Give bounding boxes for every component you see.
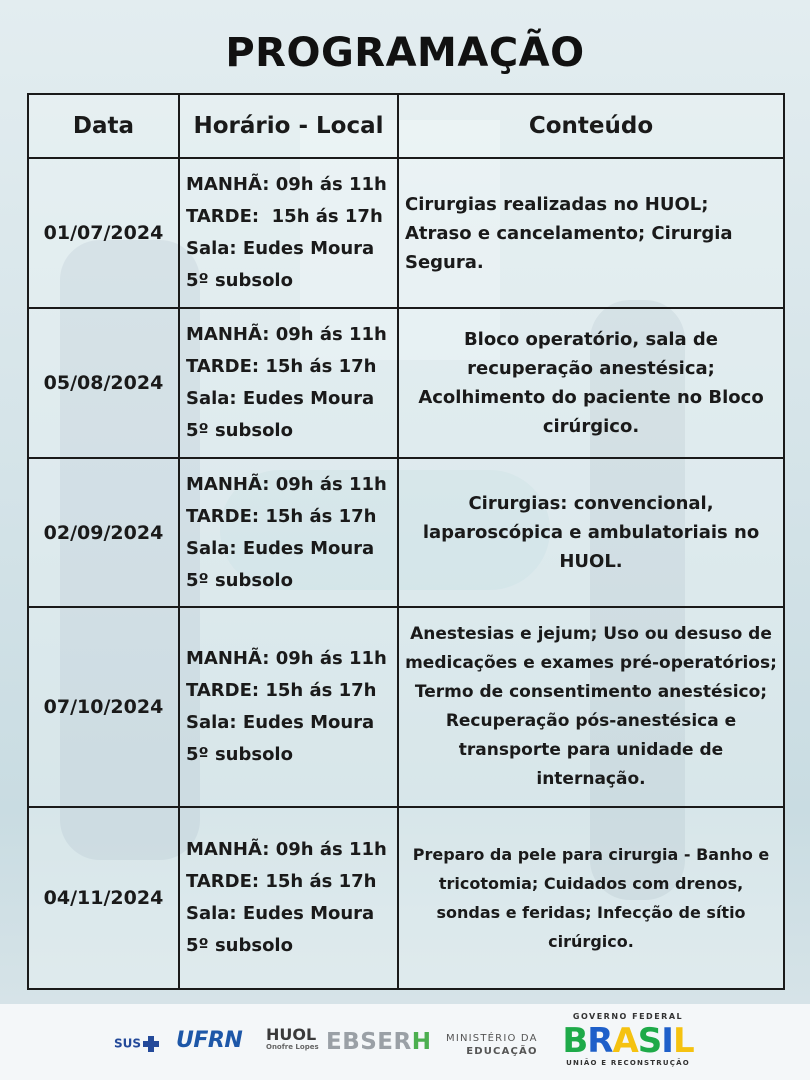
row-date: 07/10/2024 [28, 607, 179, 807]
ebserh-label: EBSER [326, 1029, 412, 1055]
brasil-letter: S [637, 1021, 662, 1061]
time-afternoon: TARDE: 15h ás 17h [186, 356, 377, 377]
brasil-wordmark [560, 1021, 696, 1061]
row-date: 04/11/2024 [28, 807, 179, 989]
table-header-row [28, 94, 784, 158]
time-morning: MANHÃ: 09h ás 11h [186, 648, 387, 669]
gov-label-top: GOVERNO FEDERAL [572, 1012, 684, 1021]
huol-logo [266, 1027, 319, 1052]
header-time-location: Horário - Local [179, 94, 398, 158]
ufrn-label: UFRN [176, 1028, 243, 1053]
time-morning: MANHÃ: 09h ás 11h [186, 324, 387, 345]
row-date: 02/09/2024 [28, 458, 179, 607]
brasil-letter: B [562, 1021, 588, 1061]
row-date: 05/08/2024 [28, 308, 179, 458]
time-floor: 5º subsolo [186, 744, 293, 765]
time-floor: 5º subsolo [186, 935, 293, 956]
time-room: Sala: Eudes Moura [186, 537, 375, 559]
time-afternoon: TARDE: 15h ás 17h [186, 505, 377, 527]
time-room: Sala: Eudes Moura [186, 712, 375, 733]
row-time-location [179, 807, 398, 989]
huol-label: HUOL [266, 1025, 317, 1044]
gov-label-bottom: UNIÃO E RECONSTRUÇÃO [566, 1059, 690, 1067]
table-row [28, 807, 784, 989]
mec-logo [446, 1032, 538, 1058]
table-row [28, 308, 784, 458]
sus-label: SUS [114, 1036, 142, 1051]
time-floor: 5º subsolo [186, 270, 293, 291]
row-content: Bloco operatório, sala de recuperação anestésica; Acolhimento do paciente no Bloco cirúrgico. [398, 308, 784, 458]
time-morning: MANHÃ: 09h ás 11h [186, 839, 387, 860]
mec-label-top: MINISTÉRIO DA [446, 1033, 538, 1044]
brasil-letter: I [661, 1021, 673, 1061]
time-afternoon: TARDE: 15h ás 17h [186, 680, 377, 701]
ufrn-logo [176, 1028, 242, 1056]
table-row [28, 607, 784, 807]
row-content: Cirurgias realizadas no HUOL; Atraso e cancelamento; Cirurgia Segura. [398, 158, 784, 308]
table-row [28, 158, 784, 308]
row-time-location [179, 607, 398, 807]
mec-label-bottom: EDUCAÇÃO [466, 1046, 538, 1057]
row-time-location [179, 308, 398, 458]
table-row [28, 458, 784, 607]
ebserh-label-h: H [411, 1029, 432, 1055]
row-content: Anestesias e jejum; Uso ou desuso de medicações e exames pré-operatórios; Termo de consentimento anestésico; Recuperação pós-anestésica e transporte para unidade de internação. [398, 607, 784, 807]
row-time-location [179, 158, 398, 308]
row-time-location [179, 458, 398, 607]
brasil-letter: R [587, 1021, 613, 1061]
huol-subtitle: Onofre Lopes [266, 1043, 319, 1051]
schedule-table [27, 93, 785, 990]
header-content: Conteúdo [398, 94, 784, 158]
page-title: PROGRAMAÇÃO [225, 30, 585, 76]
row-content: Preparo da pele para cirurgia - Banho e tricotomia; Cuidados com drenos, sondas e feridas; Infecção de sítio cirúrgico. [398, 807, 784, 989]
row-content: Cirurgias: convencional, laparoscópica e ambulatoriais no HUOL. [398, 458, 784, 607]
time-floor: 5º subsolo [186, 420, 293, 441]
brasil-letter: A [612, 1021, 638, 1061]
row-date: 01/07/2024 [28, 158, 179, 308]
time-afternoon: TARDE: 15h ás 17h [186, 206, 383, 227]
partner-logos-bar [0, 1004, 810, 1080]
time-room: Sala: Eudes Moura [186, 238, 375, 259]
time-room: Sala: Eudes Moura [186, 388, 375, 409]
governo-federal-logo [560, 1012, 696, 1067]
time-morning: MANHÃ: 09h ás 11h [186, 473, 387, 495]
time-afternoon: TARDE: 15h ás 17h [186, 871, 377, 892]
ebserh-logo [326, 1029, 431, 1055]
time-morning: MANHÃ: 09h ás 11h [186, 174, 387, 195]
brasil-letter: L [672, 1021, 694, 1061]
sus-logo [114, 1036, 159, 1052]
time-room: Sala: Eudes Moura [186, 903, 375, 924]
header-date: Data [28, 94, 179, 158]
plus-cross-icon [143, 1036, 159, 1052]
time-floor: 5º subsolo [186, 569, 293, 591]
